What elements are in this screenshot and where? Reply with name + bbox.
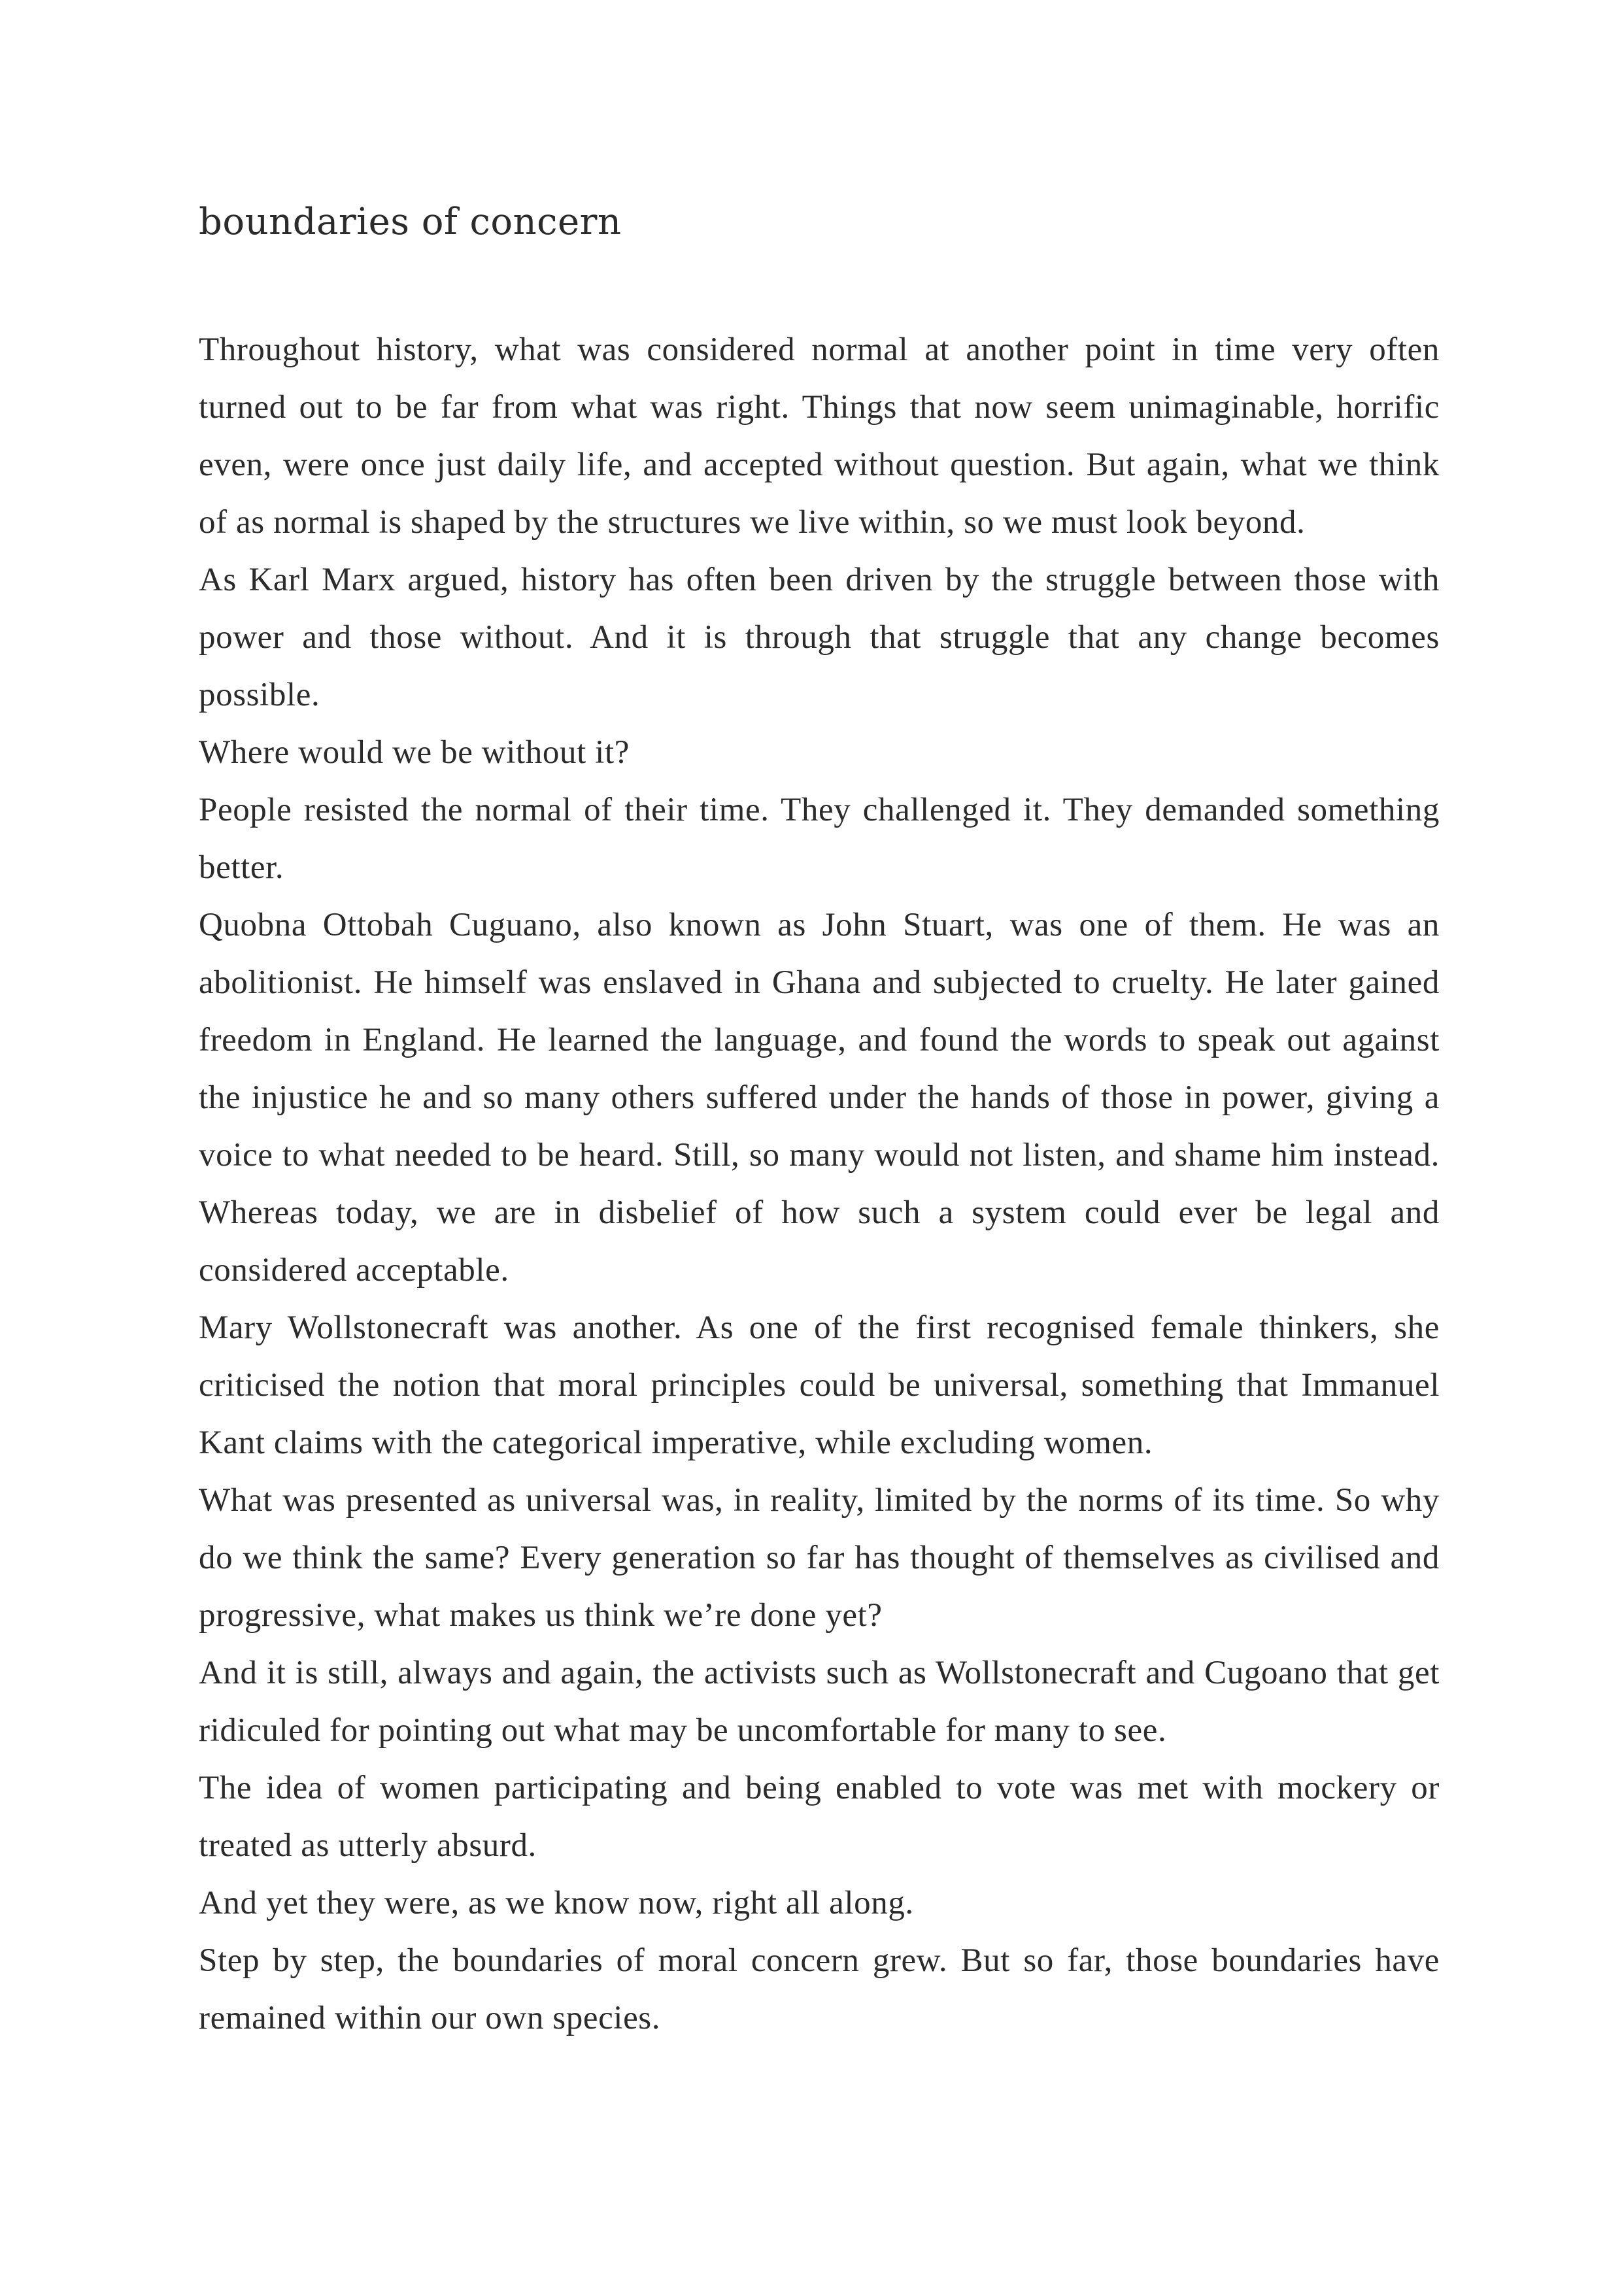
document-title: boundaries of concern [199,201,622,243]
paragraph: As Karl Marx argued, history has often been driven by the struggle between those with power and those without. And it is through that struggle that any change becomes possible. [199,562,1440,713]
paragraph: And yet they were, as we know now, right all along. [199,1885,914,1921]
paragraph: Where would we be without it? [199,734,630,771]
paragraph: Throughout history, what was considered normal at another point in time very often turned out to be far from what was right. Things that now seem unimaginable, horrific even, were once just daily life, and accepted without question. But again, what we think of as normal is shaped by the structures we live within, so we must look beyond. [199,331,1440,541]
paragraph: And it is still, always and again, the activists such as Wollstonecraft and Cugoano that get ridiculed for pointing out what may be uncomfortable for many to see. [199,1655,1440,1749]
paragraph: The idea of women participating and being enabled to vote was met with mockery or treated as utterly absurd. [199,1770,1440,1864]
paragraph: Mary Wollstonecraft was another. As one of the first recognised female thinkers, she criticised the notion that moral principles could be universal, something that Immanuel Kant claims with the categorical imperative, while excluding women. [199,1309,1440,1461]
paragraph: Step by step, the boundaries of moral concern grew. But so far, those boundaries have remained within our own species. [199,1942,1440,2036]
paragraph: Quobna Ottobah Cuguano, also known as John Stuart, was one of them. He was an abolitionist. He himself was enslaved in Ghana and subjected to cruelty. He later gained freedom in England. He learned the language, and found the words to speak out against the injustice he and so many others suffered under the hands of those in power, giving a voice to what needed to be heard. Still, so many would not listen, and shame him instead. Whereas today, we are in disbelief of how such a system could ever be legal and considered acceptable. [199,907,1440,1289]
paragraph: What was presented as universal was, in reality, limited by the norms of its time. So why do we think the same? Every generation so far has thought of themselves as civilised and progressive, what makes us think we’re done yet? [199,1482,1440,1634]
paragraph: People resisted the normal of their time. They challenged it. They demanded something better. [199,792,1440,886]
document-body [199,321,1440,2047]
